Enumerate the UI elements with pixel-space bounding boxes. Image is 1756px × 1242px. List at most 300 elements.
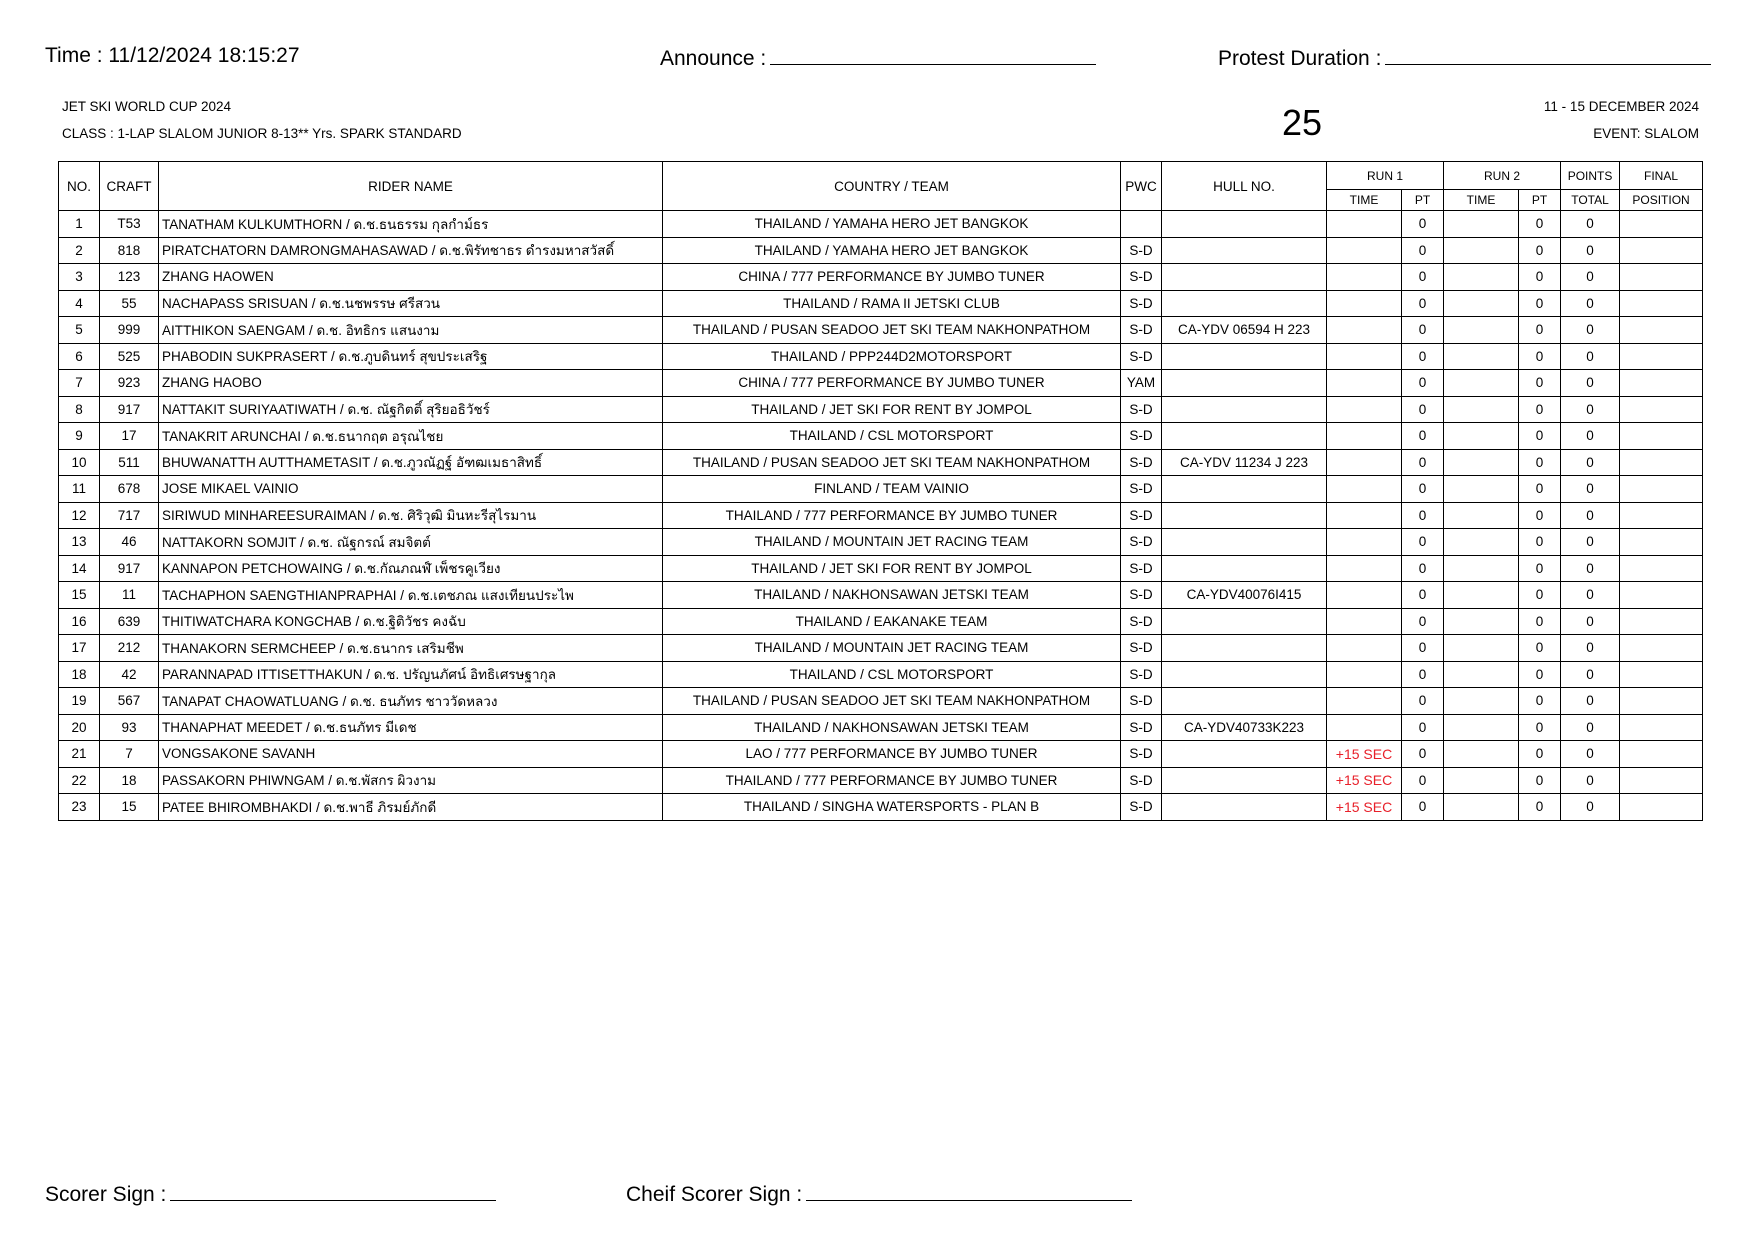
cell-craft: 123 [100,264,159,291]
cell-rider-name: TANAKRIT ARUNCHAI / ด.ช.ธนากฤต อรุณไชย [159,423,663,450]
cell-run2-pt: 0 [1519,396,1561,423]
cell-hull-no [1162,608,1327,635]
cell-points-total: 0 [1561,688,1620,715]
protest-label: Protest Duration : [1218,47,1382,70]
cell-craft: 999 [100,317,159,344]
cell-country-team: THAILAND / CSL MOTORSPORT [663,661,1121,688]
col-no: NO. [59,162,100,211]
cell-run2-time [1444,343,1519,370]
cell-pwc: S-D [1121,423,1162,450]
cell-no: 14 [59,555,100,582]
table-row [59,423,1703,450]
cell-pwc: S-D [1121,529,1162,556]
cell-no: 3 [59,264,100,291]
cell-final-position [1620,688,1703,715]
cell-run2-pt: 0 [1519,264,1561,291]
cell-run1-pt: 0 [1402,449,1444,476]
cell-craft: 93 [100,714,159,741]
cell-hull-no: CA-YDV 06594 H 223 [1162,317,1327,344]
cell-rider-name: NATTAKORN SOMJIT / ด.ช. ณัฐกรณ์ สมจิตต์ [159,529,663,556]
cell-final-position [1620,317,1703,344]
cell-no: 10 [59,449,100,476]
cell-run2-pt: 0 [1519,714,1561,741]
cell-run1-pt: 0 [1402,714,1444,741]
cell-run2-time [1444,767,1519,794]
cell-rider-name: PARANNAPAD ITTISETTHAKUN / ด.ช. ปรัญนภัศน์ อิทธิเศรษฐากุล [159,661,663,688]
event-class: CLASS : 1-LAP SLALOM JUNIOR 8-13** Yrs. SPARK STANDARD [62,126,462,141]
cell-run1-time: +15 SEC [1327,794,1402,821]
event-dates: 11 - 15 DECEMBER 2024 [1543,99,1699,114]
cell-hull-no [1162,635,1327,662]
cell-country-team: CHINA / 777 PERFORMANCE BY JUMBO TUNER [663,264,1121,291]
cell-hull-no [1162,502,1327,529]
cell-run1-time [1327,555,1402,582]
cell-run2-time [1444,608,1519,635]
cell-rider-name: PHABODIN SUKPRASERT / ด.ช.ภูบดินทร์ สุขประเสริฐ [159,343,663,370]
cell-no: 17 [59,635,100,662]
cell-final-position [1620,608,1703,635]
cell-craft: 212 [100,635,159,662]
cell-run2-pt: 0 [1519,211,1561,238]
cell-points-total: 0 [1561,502,1620,529]
cell-no: 18 [59,661,100,688]
cell-run1-time [1327,343,1402,370]
col-points: POINTS [1561,162,1620,190]
announce-blank [770,44,1096,65]
cell-run2-time [1444,502,1519,529]
cell-points-total: 0 [1561,741,1620,768]
cell-country-team: THAILAND / YAMAHA HERO JET BANGKOK [663,211,1121,238]
cell-hull-no [1162,555,1327,582]
col-hull: HULL NO. [1162,162,1327,211]
cell-craft: 18 [100,767,159,794]
cell-country-team: THAILAND / SINGHA WATERSPORTS - PLAN B [663,794,1121,821]
cell-run2-time [1444,211,1519,238]
cell-rider-name: THITIWATCHARA KONGCHAB / ด.ช.ฐิติวัชร คงฉับ [159,608,663,635]
cell-pwc: S-D [1121,237,1162,264]
cell-pwc: S-D [1121,502,1162,529]
cell-run2-time [1444,290,1519,317]
cell-run2-pt: 0 [1519,741,1561,768]
cell-no: 20 [59,714,100,741]
cell-country-team: CHINA / 777 PERFORMANCE BY JUMBO TUNER [663,370,1121,397]
cell-no: 2 [59,237,100,264]
cell-run1-time [1327,582,1402,609]
cell-run2-pt: 0 [1519,529,1561,556]
cell-run1-pt: 0 [1402,476,1444,503]
cell-hull-no [1162,290,1327,317]
cell-craft: 923 [100,370,159,397]
cell-pwc: S-D [1121,582,1162,609]
cell-no: 1 [59,211,100,238]
cell-rider-name: THANAKORN SERMCHEEP / ด.ช.ธนากร เสริมชีพ [159,635,663,662]
cell-rider-name: NACHAPASS SRISUAN / ด.ช.นชพรรษ ศรีสวน [159,290,663,317]
cell-pwc: S-D [1121,476,1162,503]
cell-run1-time [1327,714,1402,741]
cell-pwc: S-D [1121,343,1162,370]
cell-hull-no: CA-YDV40733K223 [1162,714,1327,741]
cell-run1-time [1327,661,1402,688]
cell-run2-pt: 0 [1519,608,1561,635]
cell-hull-no [1162,476,1327,503]
cell-country-team: THAILAND / MOUNTAIN JET RACING TEAM [663,635,1121,662]
cell-rider-name: TANAPAT CHAOWATLUANG / ด.ช. ธนภัทร ชาววัดหลวง [159,688,663,715]
table-row [59,264,1703,291]
cell-final-position [1620,635,1703,662]
cell-run2-pt: 0 [1519,476,1561,503]
cell-hull-no: CA-YDV 11234 J 223 [1162,449,1327,476]
cell-country-team: THAILAND / EAKANAKE TEAM [663,608,1121,635]
cell-points-total: 0 [1561,237,1620,264]
table-row [59,476,1703,503]
cell-country-team: THAILAND / NAKHONSAWAN JETSKI TEAM [663,582,1121,609]
col-rider: RIDER NAME [159,162,663,211]
cell-craft: 917 [100,555,159,582]
table-row [59,290,1703,317]
cell-rider-name: ZHANG HAOWEN [159,264,663,291]
cell-run2-time [1444,423,1519,450]
cell-run2-time [1444,529,1519,556]
table-row [59,688,1703,715]
table-row [59,608,1703,635]
cell-final-position [1620,502,1703,529]
cell-pwc: S-D [1121,449,1162,476]
cell-run1-time [1327,211,1402,238]
cell-pwc: S-D [1121,635,1162,662]
cell-run2-pt: 0 [1519,423,1561,450]
cell-final-position [1620,529,1703,556]
cell-pwc: S-D [1121,661,1162,688]
table-row [59,237,1703,264]
cell-pwc: S-D [1121,741,1162,768]
cell-pwc: S-D [1121,264,1162,291]
cell-rider-name: THANAPHAT MEEDET / ด.ช.ธนภัทร มีเดช [159,714,663,741]
cell-hull-no [1162,767,1327,794]
cell-run1-pt: 0 [1402,502,1444,529]
cell-no: 19 [59,688,100,715]
cell-country-team: THAILAND / PUSAN SEADOO JET SKI TEAM NAKHONPATHOM [663,688,1121,715]
cell-run1-time [1327,476,1402,503]
announce-field [660,44,1096,71]
cell-points-total: 0 [1561,449,1620,476]
cell-run1-time [1327,502,1402,529]
col-run1-pt: PT [1402,190,1444,211]
cell-run1-time: +15 SEC [1327,741,1402,768]
cell-no: 12 [59,502,100,529]
col-position: POSITION [1620,190,1703,211]
cell-run1-pt: 0 [1402,635,1444,662]
cell-no: 21 [59,741,100,768]
cell-no: 22 [59,767,100,794]
time-label: Time : [45,44,103,67]
cell-points-total: 0 [1561,370,1620,397]
cell-rider-name: KANNAPON PETCHOWAING / ด.ช.กัณภณฬ์ เพ็ชรคูเวียง [159,555,663,582]
cell-hull-no [1162,264,1327,291]
cell-rider-name: PATEE BHIROMBHAKDI / ด.ช.พาธี ภิรมย์ภักดี [159,794,663,821]
cell-run1-time [1327,635,1402,662]
cell-final-position [1620,423,1703,450]
cell-no: 13 [59,529,100,556]
cell-run1-pt: 0 [1402,767,1444,794]
cell-craft: 55 [100,290,159,317]
cell-run2-pt: 0 [1519,502,1561,529]
cell-no: 4 [59,290,100,317]
cell-run1-pt: 0 [1402,688,1444,715]
cell-run2-pt: 0 [1519,688,1561,715]
cell-run1-pt: 0 [1402,237,1444,264]
cell-points-total: 0 [1561,608,1620,635]
col-craft: CRAFT [100,162,159,211]
cell-final-position [1620,396,1703,423]
cell-country-team: THAILAND / YAMAHA HERO JET BANGKOK [663,237,1121,264]
cell-run2-time [1444,317,1519,344]
cell-run2-pt: 0 [1519,794,1561,821]
chief-blank [806,1180,1132,1201]
cell-country-team: THAILAND / RAMA II JETSKI CLUB [663,290,1121,317]
cell-country-team: THAILAND / 777 PERFORMANCE BY JUMBO TUNER [663,767,1121,794]
cell-points-total: 0 [1561,343,1620,370]
cell-run2-pt: 0 [1519,582,1561,609]
table-row [59,741,1703,768]
cell-run2-pt: 0 [1519,370,1561,397]
cell-run1-time [1327,290,1402,317]
cell-rider-name: SIRIWUD MINHAREESURAIMAN / ด.ช. ศิริวุฒิ มินหะรีสุไรมาน [159,502,663,529]
cell-hull-no [1162,794,1327,821]
results-table [58,161,1703,821]
cell-hull-no: CA-YDV40076I415 [1162,582,1327,609]
cell-points-total: 0 [1561,794,1620,821]
cell-rider-name: AITTHIKON SAENGAM / ด.ช. อิทธิกร แสนงาม [159,317,663,344]
cell-run1-time [1327,264,1402,291]
cell-run2-time [1444,555,1519,582]
cell-no: 23 [59,794,100,821]
cell-rider-name: VONGSAKONE SAVANH [159,741,663,768]
cell-run1-pt: 0 [1402,290,1444,317]
cell-no: 11 [59,476,100,503]
col-total: TOTAL [1561,190,1620,211]
event-name: EVENT: SLALOM [1593,126,1699,141]
cell-run1-pt: 0 [1402,423,1444,450]
cell-run1-pt: 0 [1402,264,1444,291]
table-row [59,529,1703,556]
cell-run2-time [1444,582,1519,609]
cell-points-total: 0 [1561,211,1620,238]
cell-final-position [1620,476,1703,503]
cell-country-team: THAILAND / JET SKI FOR RENT BY JOMPOL [663,555,1121,582]
cell-run1-time [1327,237,1402,264]
cell-craft: T53 [100,211,159,238]
results-body [59,211,1703,821]
cell-run2-time [1444,794,1519,821]
cell-run1-pt: 0 [1402,794,1444,821]
cell-final-position [1620,211,1703,238]
cell-run2-time [1444,741,1519,768]
cell-run1-pt: 0 [1402,396,1444,423]
time-value: 11/12/2024 18:15:27 [108,44,300,67]
cell-pwc [1121,211,1162,238]
cell-run2-time [1444,370,1519,397]
cell-run1-time [1327,529,1402,556]
cell-craft: 525 [100,343,159,370]
cell-craft: 46 [100,529,159,556]
cell-run2-pt: 0 [1519,343,1561,370]
cell-run2-time [1444,635,1519,662]
cell-run1-pt: 0 [1402,211,1444,238]
cell-run1-pt: 0 [1402,582,1444,609]
cell-points-total: 0 [1561,476,1620,503]
cell-final-position [1620,767,1703,794]
cell-run2-time [1444,237,1519,264]
cell-hull-no [1162,211,1327,238]
table-row [59,794,1703,821]
event-title: JET SKI WORLD CUP 2024 [62,99,232,114]
cell-run2-time [1444,264,1519,291]
cell-country-team: LAO / 777 PERFORMANCE BY JUMBO TUNER [663,741,1121,768]
cell-points-total: 0 [1561,396,1620,423]
cell-final-position [1620,741,1703,768]
cell-rider-name: JOSE MIKAEL VAINIO [159,476,663,503]
cell-run2-pt: 0 [1519,449,1561,476]
col-run2-time: TIME [1444,190,1519,211]
cell-pwc: S-D [1121,396,1162,423]
cell-no: 8 [59,396,100,423]
cell-points-total: 0 [1561,555,1620,582]
cell-points-total: 0 [1561,661,1620,688]
cell-final-position [1620,582,1703,609]
cell-final-position [1620,555,1703,582]
cell-rider-name: NATTAKIT SURIYAATIWATH / ด.ช. ณัฐกิตติ์ สุริยอธิวัชร์ [159,396,663,423]
cell-run1-time [1327,396,1402,423]
cell-craft: 511 [100,449,159,476]
cell-run1-time [1327,317,1402,344]
cell-run2-pt: 0 [1519,237,1561,264]
cell-rider-name: PIRATCHATORN DAMRONGMAHASAWAD / ด.ช.พิรัทชาธร ดำรงมหาสวัสดิ์ [159,237,663,264]
cell-pwc: S-D [1121,714,1162,741]
cell-country-team: THAILAND / PUSAN SEADOO JET SKI TEAM NAKHONPATHOM [663,317,1121,344]
cell-final-position [1620,714,1703,741]
cell-no: 9 [59,423,100,450]
cell-run2-pt: 0 [1519,317,1561,344]
cell-pwc: YAM [1121,370,1162,397]
protest-blank [1385,44,1711,65]
cell-run2-time [1444,661,1519,688]
col-country: COUNTRY / TEAM [663,162,1121,211]
cell-points-total: 0 [1561,317,1620,344]
cell-hull-no [1162,343,1327,370]
cell-run2-time [1444,476,1519,503]
cell-craft: 17 [100,423,159,450]
cell-country-team: THAILAND / JET SKI FOR RENT BY JOMPOL [663,396,1121,423]
cell-run1-time [1327,608,1402,635]
cell-run1-time [1327,449,1402,476]
col-run2: RUN 2 [1444,162,1561,190]
cell-no: 6 [59,343,100,370]
cell-run1-pt: 0 [1402,529,1444,556]
cell-points-total: 0 [1561,290,1620,317]
cell-run2-pt: 0 [1519,661,1561,688]
cell-run1-time [1327,423,1402,450]
cell-craft: 917 [100,396,159,423]
time-stamp [45,44,300,68]
table-row [59,449,1703,476]
cell-points-total: 0 [1561,635,1620,662]
cell-no: 7 [59,370,100,397]
cell-craft: 678 [100,476,159,503]
cell-pwc: S-D [1121,767,1162,794]
cell-points-total: 0 [1561,529,1620,556]
table-row [59,502,1703,529]
cell-no: 5 [59,317,100,344]
cell-country-team: THAILAND / 777 PERFORMANCE BY JUMBO TUNER [663,502,1121,529]
cell-hull-no [1162,529,1327,556]
cell-run1-pt: 0 [1402,661,1444,688]
cell-rider-name: TANATHAM KULKUMTHORN / ด.ช.ธนธรรม กุลกำม์ธร [159,211,663,238]
cell-hull-no [1162,370,1327,397]
cell-run1-pt: 0 [1402,370,1444,397]
cell-rider-name: PASSAKORN PHIWNGAM / ด.ช.พัสกร ผิวงาม [159,767,663,794]
cell-run1-pt: 0 [1402,741,1444,768]
cell-country-team: THAILAND / NAKHONSAWAN JETSKI TEAM [663,714,1121,741]
cell-country-team: THAILAND / MOUNTAIN JET RACING TEAM [663,529,1121,556]
cell-run1-time [1327,688,1402,715]
cell-rider-name: BHUWANATTH AUTTHAMETASIT / ด.ช.ภูวณัฏฐ์ อัฑฒเมธาสิทธิ์ [159,449,663,476]
col-final: FINAL [1620,162,1703,190]
cell-run2-pt: 0 [1519,290,1561,317]
cell-craft: 567 [100,688,159,715]
cell-country-team: THAILAND / PUSAN SEADOO JET SKI TEAM NAKHONPATHOM [663,449,1121,476]
cell-hull-no [1162,661,1327,688]
scorer-sign-field [45,1180,496,1207]
table-row [59,317,1703,344]
cell-craft: 15 [100,794,159,821]
col-pwc: PWC [1121,162,1162,211]
cell-final-position [1620,370,1703,397]
cell-run1-pt: 0 [1402,608,1444,635]
scorer-label: Scorer Sign : [45,1183,167,1206]
col-run1-time: TIME [1327,190,1402,211]
cell-country-team: FINLAND / TEAM VAINIO [663,476,1121,503]
cell-run2-pt: 0 [1519,767,1561,794]
cell-run2-time [1444,688,1519,715]
cell-points-total: 0 [1561,264,1620,291]
cell-country-team: THAILAND / PPP244D2MOTORSPORT [663,343,1121,370]
table-row [59,714,1703,741]
col-run2-pt: PT [1519,190,1561,211]
cell-hull-no [1162,237,1327,264]
cell-run2-pt: 0 [1519,635,1561,662]
cell-craft: 7 [100,741,159,768]
cell-craft: 639 [100,608,159,635]
cell-craft: 717 [100,502,159,529]
table-row [59,396,1703,423]
cell-run1-time [1327,370,1402,397]
cell-no: 16 [59,608,100,635]
cell-run2-pt: 0 [1519,555,1561,582]
cell-final-position [1620,290,1703,317]
announce-label: Announce : [660,47,767,70]
cell-final-position [1620,343,1703,370]
cell-pwc: S-D [1121,608,1162,635]
cell-hull-no [1162,396,1327,423]
table-row [59,211,1703,238]
scorer-blank [170,1180,496,1201]
cell-rider-name: TACHAPHON SAENGTHIANPRAPHAI / ด.ช.เตชภณ แสงเทียนประไพ [159,582,663,609]
cell-run1-pt: 0 [1402,317,1444,344]
cell-hull-no [1162,741,1327,768]
cell-country-team: THAILAND / CSL MOTORSPORT [663,423,1121,450]
cell-run1-pt: 0 [1402,555,1444,582]
table-row [59,343,1703,370]
